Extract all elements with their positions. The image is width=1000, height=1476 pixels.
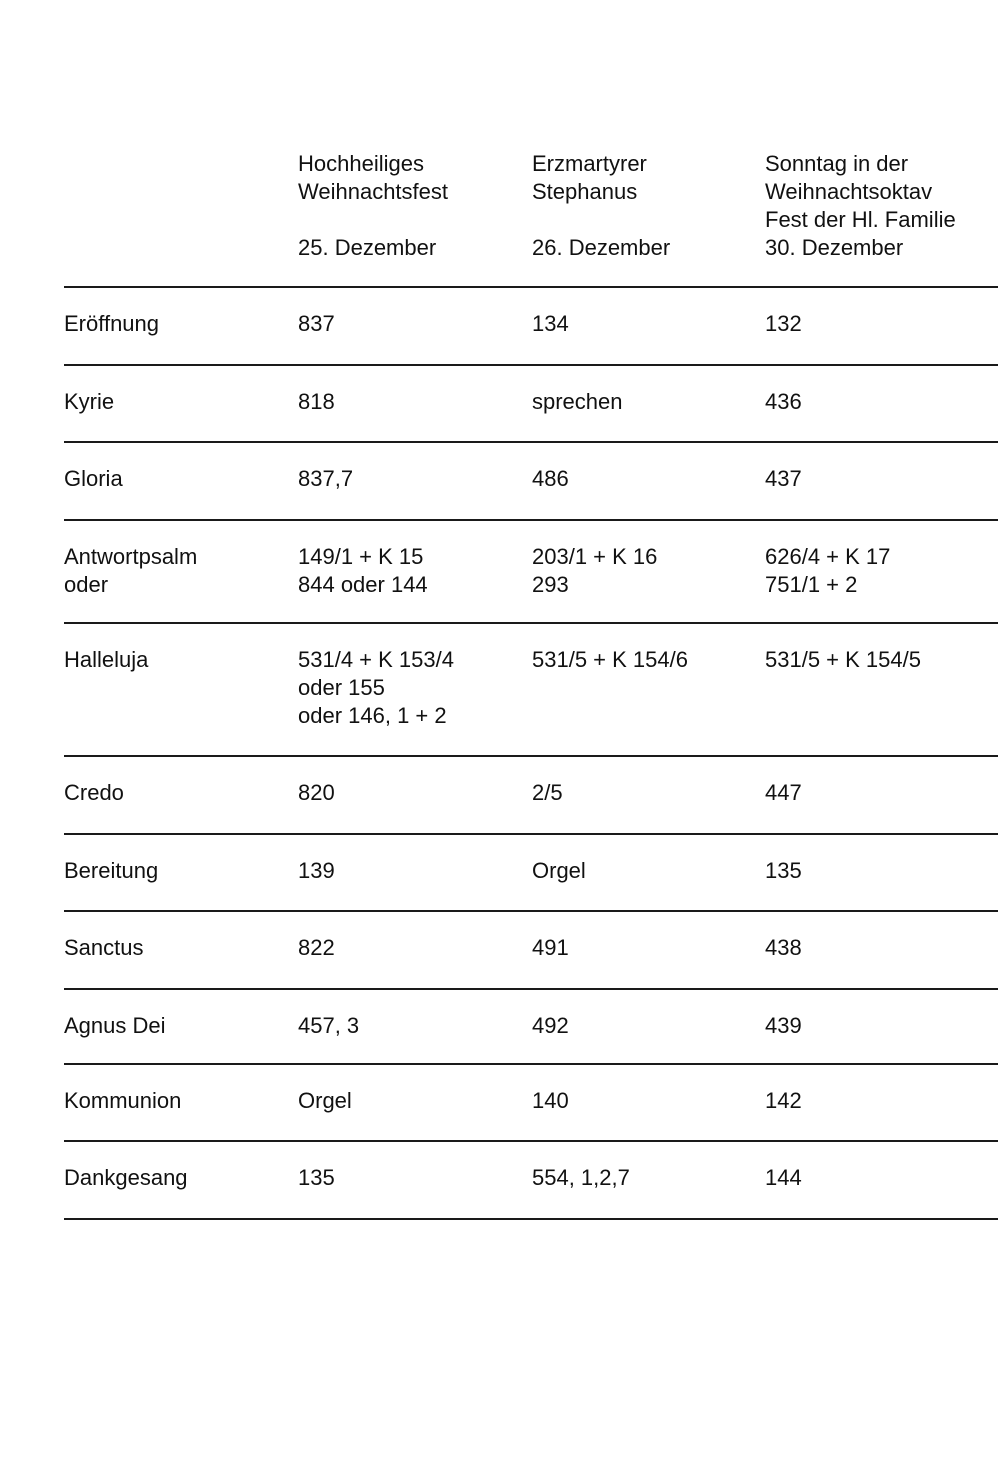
table-cell [765, 465, 802, 493]
table-cell [532, 646, 688, 674]
table-rule [64, 441, 998, 443]
table-cell-line: 491 [532, 935, 569, 960]
row-label [64, 388, 114, 416]
row-label-line: Halleluja [64, 647, 149, 672]
table-cell-line: oder 155 [298, 675, 385, 700]
table-cell [532, 1164, 630, 1192]
table-cell [765, 543, 890, 599]
table-cell-line: 203/1 + K 16 [532, 544, 658, 569]
row-label-line: Antwortpsalm [64, 544, 198, 569]
table-cell [532, 1012, 569, 1040]
table-cell [532, 779, 563, 807]
table-rule [64, 833, 998, 835]
table-cell-line: 293 [532, 572, 569, 597]
table-cell-line: 531/4 + K 153/4 [298, 647, 454, 672]
table-cell-line: 144 [765, 1165, 802, 1190]
table-cell [298, 857, 335, 885]
table-cell [298, 1164, 335, 1192]
header-column-3 [765, 150, 956, 262]
header-column-1-line: Weihnachtsfest [298, 179, 449, 204]
header-column-2 [532, 150, 670, 262]
table-cell [765, 310, 802, 338]
table-cell-line: 751/1 + 2 [765, 572, 858, 597]
table-cell-line: 149/1 + K 15 [298, 544, 424, 569]
header-column-1-line: Hochheiliges [298, 151, 424, 176]
header-column-3-line: Sonntag in der [765, 151, 909, 176]
table-cell [298, 388, 335, 416]
row-label [64, 934, 144, 962]
row-label [64, 310, 159, 338]
row-label-line: Kyrie [64, 389, 115, 414]
table-cell [765, 1164, 802, 1192]
table-cell [765, 388, 802, 416]
table-cell-line: 818 [298, 389, 335, 414]
table-cell [298, 779, 335, 807]
table-cell [532, 465, 569, 493]
table-cell-line: Orgel [532, 858, 586, 883]
table-cell-line: 2/5 [532, 780, 563, 805]
table-rule [64, 910, 998, 912]
table-cell-line: 140 [532, 1088, 569, 1113]
table-cell-line: 447 [765, 780, 802, 805]
table-cell [298, 1087, 352, 1115]
table-cell-line: 531/5 + K 154/6 [532, 647, 688, 672]
table-cell-line: 820 [298, 780, 335, 805]
table-cell-line: 437 [765, 466, 802, 491]
header-column-2-line: 26. Dezember [532, 235, 671, 260]
table-rule [64, 519, 998, 521]
table-cell-line: 139 [298, 858, 335, 883]
header-column-2-line: Erzmartyrer [532, 151, 647, 176]
table-cell-line: 135 [765, 858, 802, 883]
table-cell [298, 310, 335, 338]
table-cell-line: 132 [765, 311, 802, 336]
table-rule [64, 286, 998, 288]
table-cell [765, 779, 802, 807]
table-cell [298, 646, 454, 730]
row-label [64, 465, 123, 493]
header-column-3-line: Weihnachtsoktav [765, 179, 933, 204]
table-cell-line: 837 [298, 311, 335, 336]
table-cell-line: 457, 3 [298, 1013, 360, 1038]
table-cell-line: 134 [532, 311, 569, 336]
row-label-line: Gloria [64, 466, 123, 491]
row-label-line: Dankgesang [64, 1165, 188, 1190]
row-label-line: Bereitung [64, 858, 159, 883]
table-cell-line: 626/4 + K 17 [765, 544, 891, 569]
header-column-3-line: Fest der Hl. Familie [765, 207, 956, 232]
table-rule [64, 755, 998, 757]
row-label [64, 1164, 188, 1192]
row-label-line: Agnus Dei [64, 1013, 166, 1038]
row-label [64, 1087, 181, 1115]
row-label [64, 646, 148, 674]
table-cell-line: 531/5 + K 154/5 [765, 647, 921, 672]
table-cell-line: 554, 1,2,7 [532, 1165, 630, 1190]
table-cell-line: 486 [532, 466, 569, 491]
table-cell [765, 1012, 802, 1040]
table-cell-line: oder 146, 1 + 2 [298, 703, 447, 728]
table-cell-line: 844 oder 144 [298, 572, 428, 597]
table-cell-line: 822 [298, 935, 335, 960]
table-cell [765, 857, 802, 885]
table-rule [64, 1218, 998, 1220]
row-label-line: Kommunion [64, 1088, 182, 1113]
table-cell-line: 438 [765, 935, 802, 960]
header-column-2-line: Stephanus [532, 179, 638, 204]
table-rule [64, 988, 998, 990]
row-label-line: Credo [64, 780, 124, 805]
row-label-line: Eröffnung [64, 311, 160, 336]
table-cell-line: 135 [298, 1165, 335, 1190]
table-cell [298, 934, 335, 962]
table-cell-line: 142 [765, 1088, 802, 1113]
table-cell [298, 543, 428, 599]
table-rule [64, 364, 998, 366]
table-cell [532, 388, 623, 416]
header-column-1-line [298, 206, 448, 234]
row-label [64, 857, 158, 885]
row-label [64, 779, 124, 807]
table-cell-line: sprechen [532, 389, 623, 414]
table-cell [532, 310, 569, 338]
table-cell [765, 1087, 802, 1115]
table-cell-line: 439 [765, 1013, 802, 1038]
table-cell [298, 465, 353, 493]
row-label-line: oder [64, 572, 109, 597]
row-label [64, 1012, 166, 1040]
table-cell [532, 934, 569, 962]
table-cell-line: 492 [532, 1013, 569, 1038]
table-cell [532, 1087, 569, 1115]
header-column-1 [298, 150, 448, 262]
table-rule [64, 1063, 998, 1065]
row-label [64, 543, 197, 599]
table-cell [765, 646, 921, 674]
table-cell-line: 837,7 [298, 466, 354, 491]
table-rule [64, 622, 998, 624]
table-cell [532, 857, 586, 885]
table-cell [765, 934, 802, 962]
table-cell [298, 1012, 359, 1040]
table-cell-line: 436 [765, 389, 802, 414]
header-column-3-line: 30. Dezember [765, 235, 904, 260]
table-cell [532, 543, 657, 599]
row-label-line: Sanctus [64, 935, 144, 960]
table-rule [64, 1140, 998, 1142]
header-column-2-line [532, 206, 670, 234]
header-column-1-line: 25. Dezember [298, 235, 437, 260]
table-cell-line: Orgel [298, 1088, 352, 1113]
